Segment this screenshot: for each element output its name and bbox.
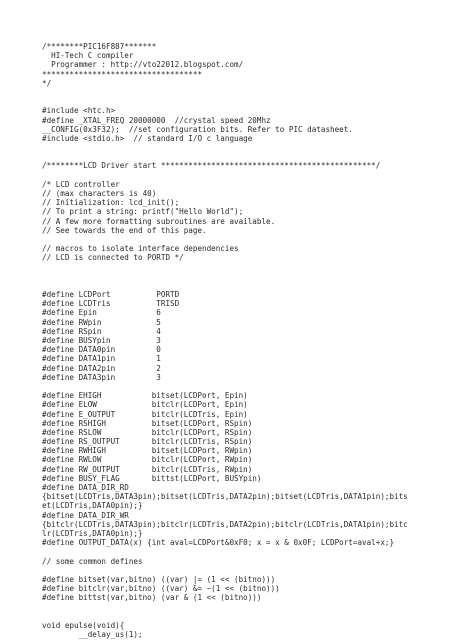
code-line: #define RS_OUTPUT bitclr(LCDTris, RSpin) bbox=[42, 437, 253, 447]
code-line: // LCD is connected to PORTD */ bbox=[42, 253, 184, 263]
code-line: #define DATA0pin 0 bbox=[42, 345, 161, 355]
code-line: __CONFIG(0x3F32); //set configuration bits. Refer to PIC datasheet. bbox=[42, 124, 353, 134]
code-line: #define RWpin 5 bbox=[42, 317, 161, 327]
code-line: #define Epin 6 bbox=[42, 308, 161, 318]
source-code-listing bbox=[42, 42, 442, 639]
code-line: #define BUSY_FLAG bittst(LCDPort, BUSYpin) bbox=[42, 473, 262, 483]
code-line: #define bitclr(var,bitno) ((var) &= ~(1 << (bitno))) bbox=[42, 584, 280, 594]
code-line: #define OUTPUT_DATA(x) {int aval=LCDPort&0xF0; x = x & 0x0F; LCDPort=aval+x;} bbox=[42, 538, 395, 548]
code-line: lr(LCDTris,DATA0pin);} bbox=[42, 528, 143, 538]
code-line: {bitset(LCDTris,DATA3pin);bitset(LCDTris,DATA2pin);bitset(LCDTris,DATA1pin);bits bbox=[42, 492, 408, 502]
blank-line bbox=[42, 547, 442, 556]
blank-line bbox=[42, 143, 442, 152]
code-line: #define DATA2pin 2 bbox=[42, 363, 161, 373]
code-line: // To print a string: printf("Hello World"); bbox=[42, 207, 244, 217]
code-line: #define RSLOW bitclr(LCDPort, RSpin) bbox=[42, 427, 253, 437]
blank-line bbox=[42, 263, 442, 272]
code-line: #define DATA3pin 3 bbox=[42, 372, 161, 382]
code-line: #include <htc.h> bbox=[42, 106, 116, 116]
code-line: /* LCD controller bbox=[42, 179, 120, 189]
code-line: Programmer : http://vto22012.blogspot.com/ bbox=[42, 60, 244, 70]
code-line: // A few more formatting subroutines are available. bbox=[42, 216, 276, 226]
code-line: #define RSpin 4 bbox=[42, 326, 161, 336]
code-line: #define RSHIGH bitset(LCDPort, RSpin) bbox=[42, 418, 253, 428]
blank-line bbox=[42, 152, 442, 161]
blank-line bbox=[42, 566, 442, 575]
blank-line bbox=[42, 602, 442, 611]
code-line: #define bitset(var,bitno) ((var) |= (1 << (bitno))) bbox=[42, 574, 276, 584]
code-line: // Initialization: lcd_init(); bbox=[42, 198, 180, 208]
code-line: #define E_OUTPUT bitclr(LCDTris, Epin) bbox=[42, 409, 248, 419]
code-line: __delay_us(1); bbox=[42, 630, 143, 639]
blank-line bbox=[42, 235, 442, 244]
code-line: #define DATA_DIR_WR bbox=[42, 510, 129, 520]
code-line: #define RWLOW bitclr(LCDPort, RWpin) bbox=[42, 455, 253, 465]
code-line: #define EHIGH bitset(LCDPort, Epin) bbox=[42, 391, 248, 401]
code-line: /********PIC16F887******* bbox=[42, 42, 157, 51]
blank-line bbox=[42, 382, 442, 391]
code-line: #define DATA1pin 1 bbox=[42, 354, 161, 364]
blank-line bbox=[42, 272, 442, 281]
blank-line bbox=[42, 97, 442, 106]
code-line: // (max characters is 40) bbox=[42, 189, 157, 198]
code-line: #define bittst(var,bitno) (var & (1 << (bitno))) bbox=[42, 593, 262, 603]
code-line: #define _XTAL_FREQ 20000000 //crystal speed 20Mhz bbox=[42, 115, 271, 125]
code-line: // some common defines bbox=[42, 556, 143, 566]
code-line: #define LCDTris TRISD bbox=[42, 299, 180, 309]
code-line: #define LCDPort PORTD bbox=[42, 290, 180, 300]
code-line: // macros to isolate interface dependencies bbox=[42, 244, 239, 254]
blank-line bbox=[42, 171, 442, 180]
code-line: #define ELOW bitclr(LCDPort, Epin) bbox=[42, 400, 248, 410]
blank-line bbox=[42, 88, 442, 97]
code-line: // See towards the end of this page. bbox=[42, 225, 207, 235]
blank-line bbox=[42, 612, 442, 621]
blank-line bbox=[42, 281, 442, 290]
code-line: */ bbox=[42, 78, 52, 88]
code-line: #define RW_OUTPUT bitclr(LCDTris, RWpin) bbox=[42, 464, 253, 474]
code-line: #define RWHIGH bitset(LCDPort, RWpin) bbox=[42, 446, 253, 456]
code-line: void epulse(void){ bbox=[42, 620, 125, 630]
code-line: #include <stdio.h> // standard I/O c language bbox=[42, 133, 253, 143]
code-line: #define BUSYpin 3 bbox=[42, 336, 161, 345]
code-line: #define DATA_DIR_RD bbox=[42, 483, 129, 492]
code-line: HI-Tech C compiler bbox=[42, 51, 134, 61]
code-line: /********LCD Driver start ***********************************************/ bbox=[42, 161, 381, 171]
code-line: *********************************** bbox=[42, 69, 203, 79]
code-line: et(LCDTris,DATA0pin);} bbox=[42, 501, 143, 511]
code-line: {bitclr(LCDTris,DATA3pin);bitclr(LCDTris,DATA2pin);bitclr(LCDTris,DATA1pin);bitc bbox=[42, 519, 408, 529]
